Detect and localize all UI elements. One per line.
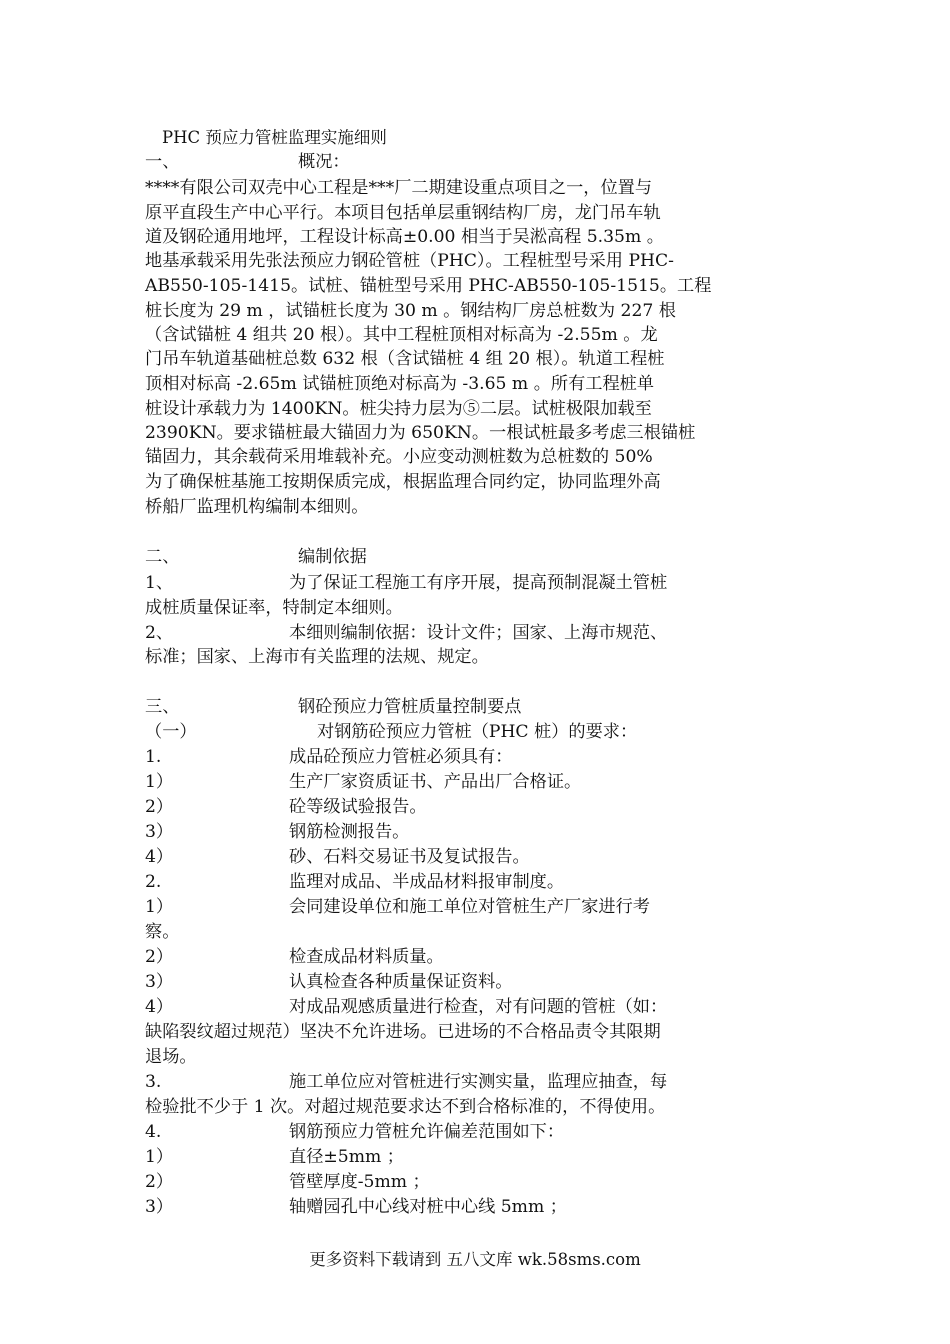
item-text: 认真检查各种质量保证资料。 — [289, 972, 513, 992]
item-number: 3） — [145, 1197, 174, 1217]
item-text: 本细则编制依据：设计文件；国家、上海市规范、 — [289, 623, 668, 643]
paragraph-line: 为了确保桩基施工按期保质完成，根据监理合同约定，协同监理外高 — [145, 472, 661, 492]
item-number: 2、 — [145, 623, 174, 643]
item-number: 3. — [145, 1072, 162, 1092]
item-continuation: 察。 — [145, 922, 180, 942]
paragraph-line: 桩设计承载力为 1400KN。桩尖持力层为⑤二层。试桩极限加载至 — [145, 399, 652, 419]
item-text: 钢筋检测报告。 — [289, 822, 410, 842]
item-text: 管壁厚度-5mm ； — [289, 1172, 430, 1192]
paragraph-line: 桥船厂监理机构编制本细则。 — [145, 497, 369, 517]
page-footer: 更多资料下载请到 五八文库 wk.58sms.com — [309, 1250, 641, 1269]
item-text: 监理对成品、半成品材料报审制度。 — [289, 872, 565, 892]
item-number: 2. — [145, 872, 162, 892]
item-continuation: 退场。 — [145, 1047, 197, 1067]
item-number: 4. — [145, 1122, 162, 1142]
paragraph-line: ****有限公司双壳中心工程是***厂二期建设重点项目之一，位置与 — [145, 178, 653, 198]
item-text: 生产厂家资质证书、产品出厂合格证。 — [289, 772, 582, 792]
item-number: 1、 — [145, 573, 174, 593]
item-number: 1） — [145, 897, 174, 917]
paragraph-line: AB550-105-1415。试桩、锚桩型号采用 PHC-AB550-105-1515。工程 — [145, 276, 712, 296]
item-number: 4） — [145, 997, 174, 1017]
item-number: 2） — [145, 1172, 174, 1192]
item-number: 2） — [145, 797, 174, 817]
item-number: 1） — [145, 772, 174, 792]
item-number: 3） — [145, 972, 174, 992]
item-text: 检查成品材料质量。 — [289, 947, 444, 967]
paragraph-line: 道及钢砼通用地坪，工程设计标高±0.00 相当于吴淞高程 5.35m 。 — [145, 227, 664, 247]
item-continuation: 成桩质量保证率，特制定本细则。 — [145, 598, 403, 618]
item-text: 对成品观感质量进行检查，对有问题的管桩（如： — [289, 997, 668, 1017]
item-text: 施工单位应对管桩进行实测实量，监理应抽查，每 — [289, 1072, 668, 1092]
section-title: 编制依据 — [298, 547, 367, 567]
section-title: 概况： — [298, 152, 350, 172]
paragraph-line: 2390KN。要求锚桩最大锚固力为 650KN。一根试桩最多考虑三根锚桩 — [145, 423, 696, 443]
item-number: 3） — [145, 822, 174, 842]
section-number: 三、 — [145, 697, 180, 717]
subsection-number: （一） — [145, 722, 197, 742]
item-text: 砼等级试验报告。 — [289, 797, 427, 817]
doc-title: PHC 预应力管桩监理实施细则 — [162, 128, 387, 147]
item-text: 轴赠园孔中心线对桩中心线 5mm ； — [289, 1197, 567, 1217]
item-text: 直径±5mm ； — [289, 1147, 404, 1167]
paragraph-line: 地基承载采用先张法预应力钢砼管桩（PHC）。工程桩型号采用 PHC- — [145, 251, 674, 271]
paragraph-line: 原平直段生产中心平行。本项目包括单层重钢结构厂房，龙门吊车轨 — [145, 203, 661, 223]
section-title: 钢砼预应力管桩质量控制要点 — [298, 697, 522, 717]
section-number: 二、 — [145, 547, 180, 567]
item-continuation: 标准；国家、上海市有关监理的法规、规定。 — [145, 647, 489, 667]
paragraph-line: （含试锚桩 4 组共 20 根）。其中工程桩顶相对标高为 -2.55m 。龙 — [145, 325, 658, 345]
item-text: 为了保证工程施工有序开展，提高预制混凝土管桩 — [289, 573, 668, 593]
item-number: 4） — [145, 847, 174, 867]
section-number: 一、 — [145, 152, 180, 172]
paragraph-line: 门吊车轨道基础桩总数 632 根（含试锚桩 4 组 20 根）。轨道工程桩 — [145, 349, 665, 369]
subsection-title: 对钢筋砼预应力管桩（PHC 桩）的要求： — [317, 722, 638, 742]
paragraph-line: 锚固力，其余载荷采用堆载补充。小应变动测桩数为总桩数的 50% — [145, 447, 653, 467]
item-text: 成品砼预应力管桩必须具有： — [289, 747, 513, 767]
item-text: 砂、石料交易证书及复试报告。 — [289, 847, 530, 867]
paragraph-line: 顶相对标高 -2.65m 试锚桩顶绝对标高为 -3.65 m 。所有工程桩单 — [145, 374, 655, 394]
item-number: 2） — [145, 947, 174, 967]
item-number: 1） — [145, 1147, 174, 1167]
item-text: 钢筋预应力管桩允许偏差范围如下： — [289, 1122, 565, 1142]
item-number: 1. — [145, 747, 162, 767]
paragraph-line: 桩长度为 29 m ，试锚桩长度为 30 m 。钢结构厂房总桩数为 227 根 — [145, 301, 676, 321]
item-continuation: 缺陷裂纹超过规范）坚决不允许进场。已进场的不合格品责令其限期 — [145, 1022, 661, 1042]
item-continuation: 检验批不少于 1 次。对超过规范要求达不到合格标准的，不得使用。 — [145, 1097, 666, 1117]
item-text: 会同建设单位和施工单位对管桩生产厂家进行考 — [289, 897, 650, 917]
